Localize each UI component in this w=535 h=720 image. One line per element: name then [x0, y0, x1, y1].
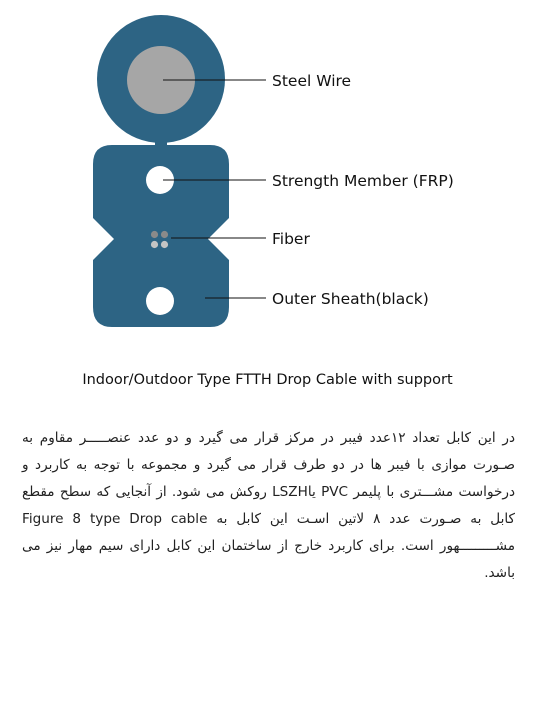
fiber-3 — [151, 241, 158, 248]
fiber-4 — [161, 241, 168, 248]
label-fiber: Fiber — [272, 230, 310, 248]
fiber-2 — [161, 231, 168, 238]
persian-description-paragraph: در این کابل تعداد ۱۲عدد فیبر در مرکز قرار می گیرد و دو عدد عنصـــــر مقاوم به صـورت موازی با فیبر ها در دو طرف قرار می گیرد و مجموعه با توجه به کاربرد و درخواست مشـــتری با پلیمر PVC یاLSZH روکش می شود. از آنجایی که سطح مقطع کابل به صـورت عدد ۸ لاتین اسـت این کابل به Figure 8 type Drop cable مشـــــــــهور است. برای کاربرد خارج از ساختمان این کابل دارای سیم مهار نیز می باشد. — [22, 430, 516, 581]
label-outer-sheath: Outer Sheath(black) — [272, 290, 429, 308]
diagram-caption: Indoor/Outdoor Type FTTH Drop Cable with support — [82, 372, 453, 388]
label-strength-member: Strength Member (FRP) — [272, 172, 454, 190]
strength-member-bottom — [146, 287, 174, 315]
fiber-1 — [151, 231, 158, 238]
cable-cross-section-diagram — [0, 0, 535, 340]
label-steel-wire: Steel Wire — [272, 72, 352, 90]
